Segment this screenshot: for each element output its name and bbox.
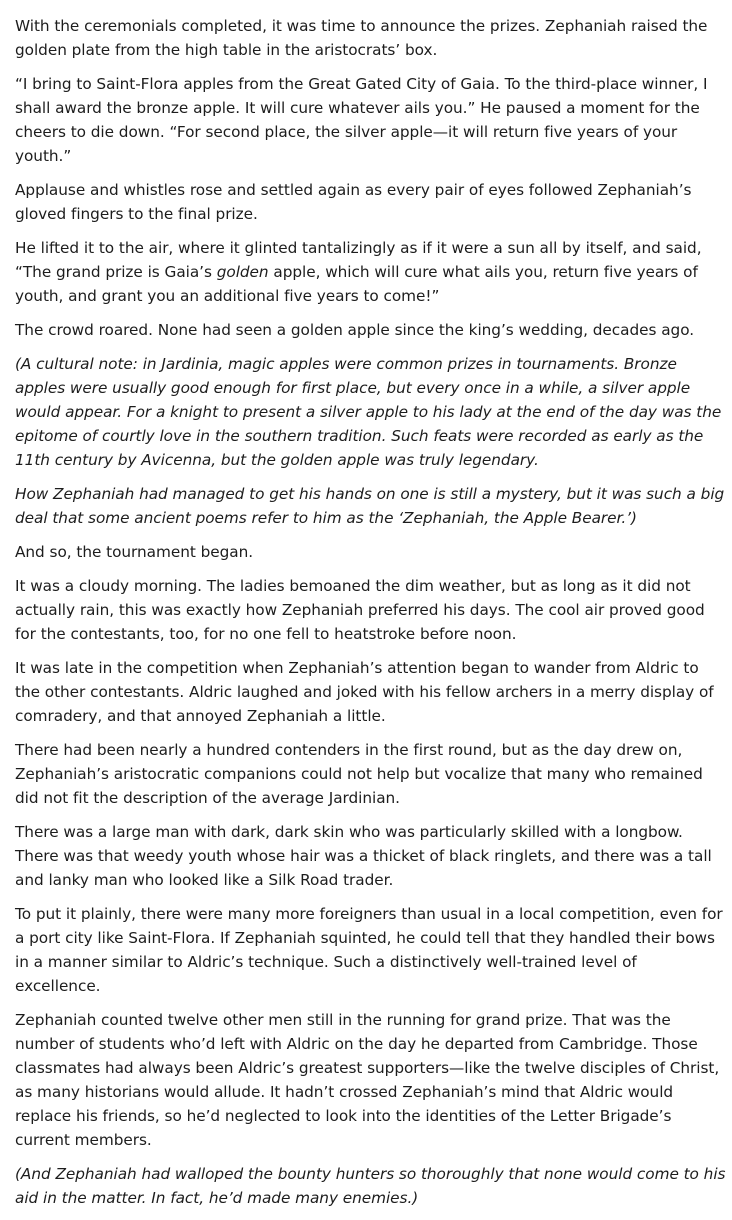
paragraph-text: It was a cloudy morning. The ladies bemoaned the dim weather, but as long as it did not actually rain, this was exactly how Zephaniah preferred his days. The cool air proved good for the contestants, too, for no one fell to heatstroke before noon. [15, 577, 705, 643]
paragraph [15, 540, 727, 564]
paragraph [15, 820, 727, 892]
paragraph [15, 236, 727, 308]
italic-paragraph [15, 1162, 727, 1210]
paragraph-text: And so, the tournament began. [15, 543, 254, 561]
paragraph [15, 574, 727, 646]
paragraph-text: To put it plainly, there were many more foreigners than usual in a local competition, even for a port city like Saint-Flora. If Zephaniah squinted, he could tell that they handled their bows in a manner similar to Aldric’s technique. Such a distinctively well-trained level of excellence. [15, 905, 723, 995]
paragraph [15, 656, 727, 728]
paragraph [15, 318, 727, 342]
paragraph-text: (A cultural note: in Jardinia, magic apples were common prizes in tournaments. Bronze apples were usually good enough for first place, but every once in a while, a silver apple would appear. For a knight to present a silver apple to his lady at the end of the day was the epitome of courtly love in the southern tradition. Such feats were recorded as early as the 11th century by Avicenna, but the golden apple was truly legendary. [15, 355, 722, 469]
paragraph [15, 178, 727, 226]
article-body [15, 14, 727, 1220]
paragraph-text: Applause and whistles rose and settled again as every pair of eyes followed Zephaniah’s gloved fingers to the final prize. [15, 181, 692, 223]
paragraph-text: Zephaniah counted twelve other men still in the running for grand prize. That was the number of students who’d left with Aldric on the day he departed from Cambridge. Those classmates had always been Aldric’s greatest supporters—like the twelve disciples of Christ, as many historians would allude. It hadn’t crossed Zephaniah’s mind that Aldric would replace his friends, so he’d neglected to look into the identities of the Letter Brigade’s current members. [15, 1011, 720, 1149]
emphasized-text: golden [216, 263, 269, 281]
paragraph [15, 14, 727, 62]
paragraph-text: There was a large man with dark, dark skin who was particularly skilled with a longbow. There was that weedy youth whose hair was a thicket of black ringlets, and there was a tall and lanky man who looked like a Silk Road trader. [15, 823, 712, 889]
paragraph [15, 738, 727, 810]
paragraph-text: “I bring to Saint-Flora apples from the Great Gated City of Gaia. To the third-place winner, I shall award the bronze apple. It will cure whatever ails you.” He paused a moment for the cheers to die down. “For second place, the silver apple—it will return five years of your youth.” [15, 75, 708, 165]
paragraph-text: There had been nearly a hundred contenders in the first round, but as the day drew on, Zephaniah’s aristocratic companions could not help but vocalize that many who remained did not fit the description of the average Jardinian. [15, 741, 703, 807]
paragraph [15, 1008, 727, 1152]
paragraph-text: The crowd roared. None had seen a golden apple since the king’s wedding, decades ago. [15, 321, 695, 339]
paragraph-text: apple, which will cure what ails you, return five years of youth, and grant you an additional five years to come!” [15, 263, 698, 305]
italic-paragraph [15, 482, 727, 530]
paragraph [15, 902, 727, 998]
paragraph-text: How Zephaniah had managed to get his hands on one is still a mystery, but it was such a big deal that some ancient poems refer to him as the ‘Zephaniah, the Apple Bearer.’) [15, 485, 725, 527]
paragraph-text: It was late in the competition when Zephaniah’s attention began to wander from Aldric to the other contestants. Aldric laughed and joked with his fellow archers in a merry display of comradery, and that annoyed Zephaniah a little. [15, 659, 714, 725]
paragraph-text: He lifted it to the air, where it glinted tantalizingly as if it were a sun all by itself, and said, “The grand prize is Gaia’s [15, 239, 702, 281]
paragraph-text: (And Zephaniah had walloped the bounty hunters so thoroughly that none would come to his aid in the matter. In fact, he’d made many enemies.) [15, 1165, 726, 1207]
paragraph-text: With the ceremonials completed, it was time to announce the prizes. Zephaniah raised the golden plate from the high table in the aristocrats’ box. [15, 17, 708, 59]
italic-paragraph [15, 352, 727, 472]
paragraph [15, 72, 727, 168]
